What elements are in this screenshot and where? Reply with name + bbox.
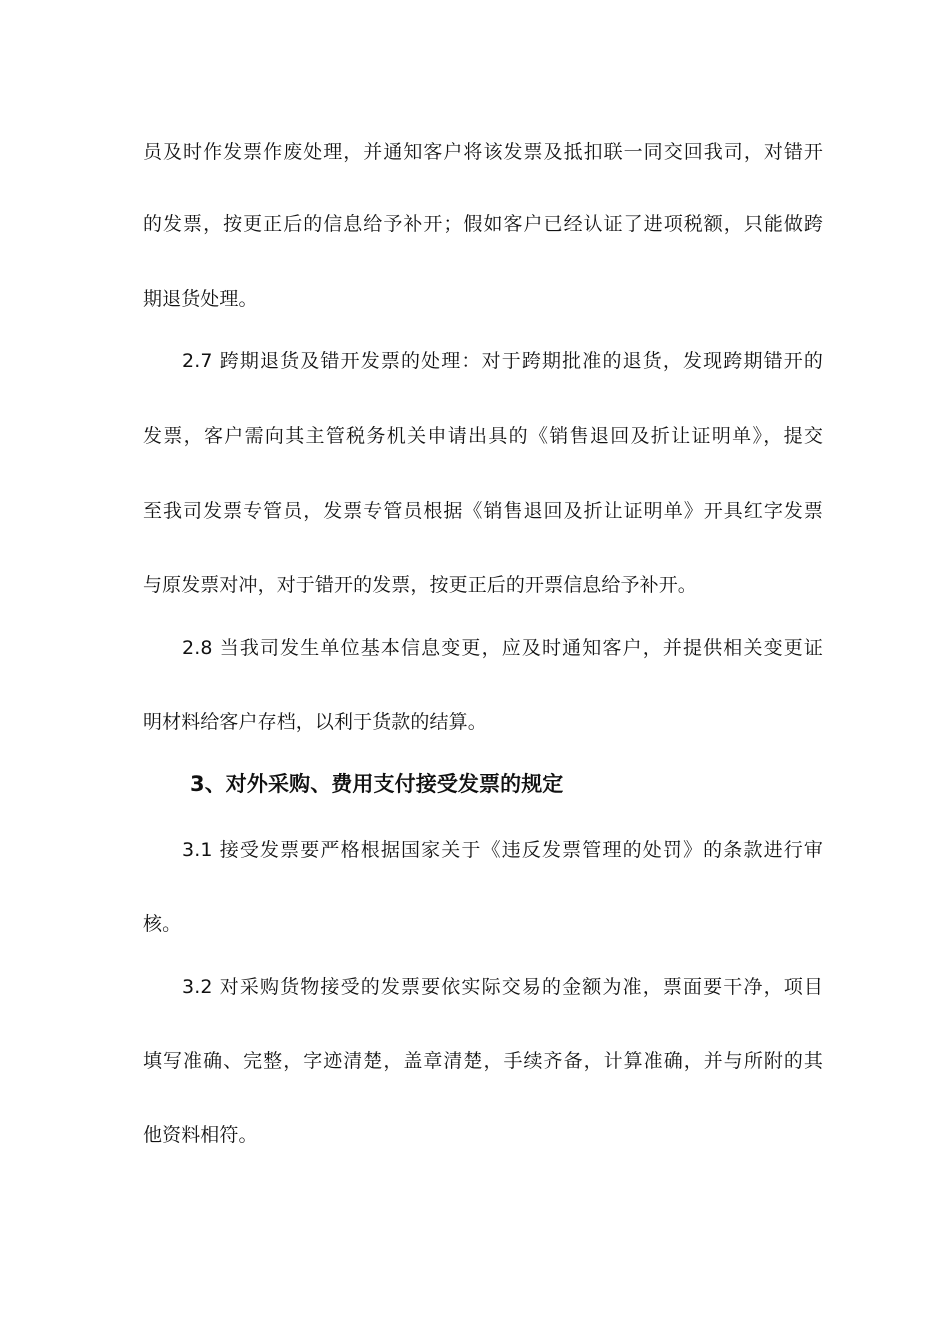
paragraph-2-8-line-2: 明材料给客户存档，以利于货款的结算。: [143, 711, 487, 733]
paragraph-3-2-line-1: 3.2 对采购货物接受的发票要依实际交易的金额为准，票面要干净，项目: [182, 976, 823, 998]
section-3-heading: 3、对外采购、费用支付接受发票的规定: [190, 772, 564, 796]
paragraph-3-1-line-1: 3.1 接受发票要严格根据国家关于《违反发票管理的处罚》的条款进行审: [182, 839, 823, 861]
paragraph-2-6-line-2: 的发票，按更正后的信息给予补开；假如客户已经认证了进项税额，只能做跨: [143, 213, 823, 235]
paragraph-2-8-line-1: 2.8 当我司发生单位基本信息变更，应及时通知客户，并提供相关变更证: [182, 637, 823, 659]
paragraph-3-1-line-2: 核。: [143, 913, 182, 935]
paragraph-2-7-line-4: 与原发票对冲，对于错开的发票，按更正后的开票信息给予补开。: [143, 574, 697, 596]
paragraph-3-2-line-3: 他资料相符。: [143, 1124, 258, 1146]
paragraph-2-6-line-3: 期退货处理。: [143, 288, 258, 310]
paragraph-3-2-line-2: 填写准确、完整，字迹清楚，盖章清楚，手续齐备，计算准确，并与所附的其: [143, 1050, 823, 1072]
paragraph-2-7-line-3: 至我司发票专管员，发票专管员根据《销售退回及折让证明单》开具红字发票: [143, 500, 823, 522]
paragraph-2-7-line-2: 发票，客户需向其主管税务机关申请出具的《销售退回及折让证明单》，提交: [143, 425, 823, 447]
paragraph-2-7-line-1: 2.7 跨期退货及错开发票的处理：对于跨期批准的退货，发现跨期错开的: [182, 350, 823, 372]
paragraph-2-6-line-1: 员及时作发票作废处理，并通知客户将该发票及抵扣联一同交回我司，对错开: [143, 141, 823, 163]
